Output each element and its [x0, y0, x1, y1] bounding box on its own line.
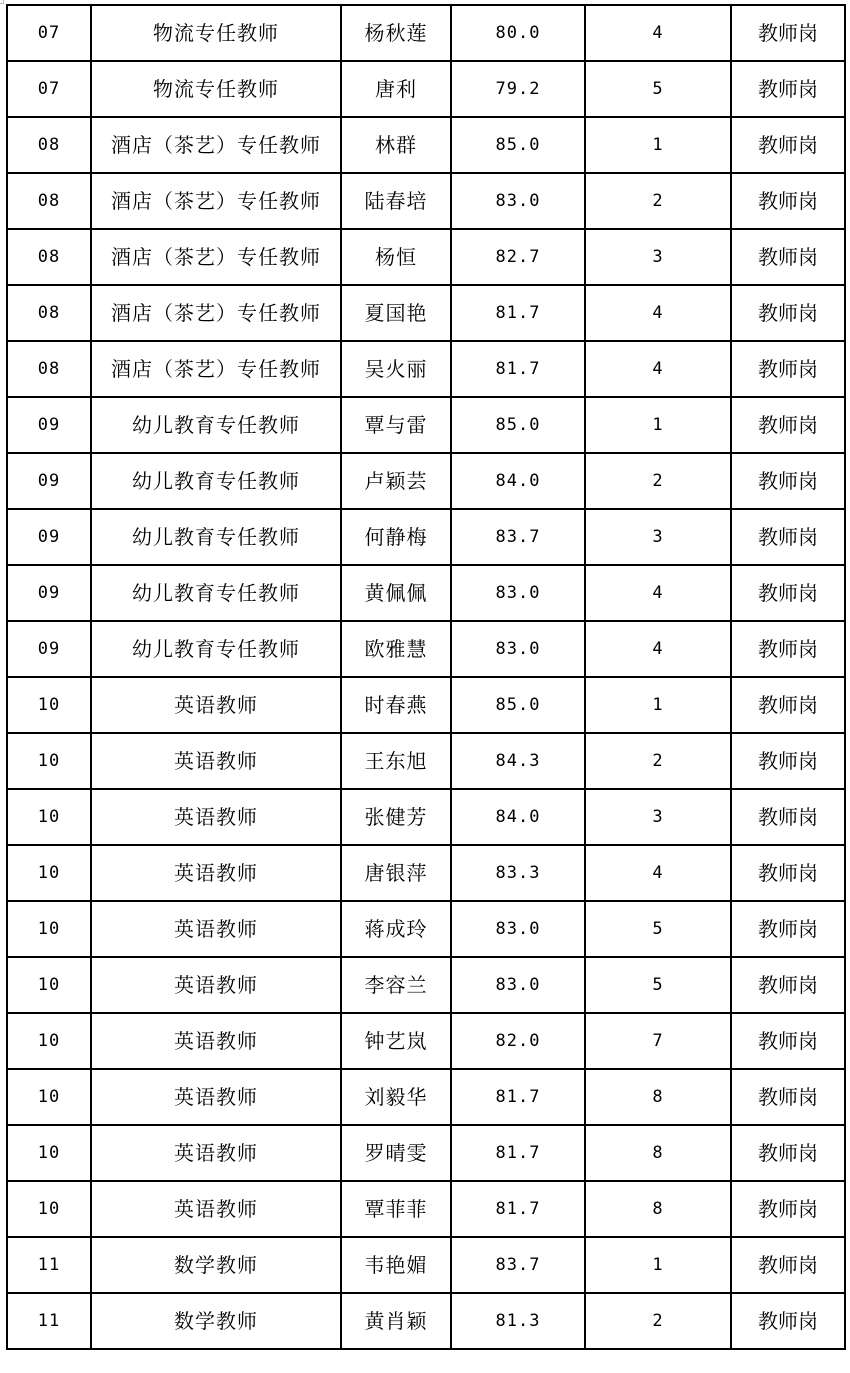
- table-row: [7, 1181, 845, 1237]
- page-corner-mark: [0, 0, 4, 4]
- cell-position-code: 10: [7, 901, 91, 957]
- cell-position-code: 09: [7, 397, 91, 453]
- cell-candidate-name: 杨秋莲: [341, 5, 451, 61]
- cell-candidate-name: 钟艺岚: [341, 1013, 451, 1069]
- table-row: [7, 957, 845, 1013]
- cell-candidate-name: 唐利: [341, 61, 451, 117]
- cell-rank: 5: [585, 901, 731, 957]
- cell-position-title: 英语教师: [91, 901, 341, 957]
- table-row: [7, 1293, 845, 1349]
- cell-candidate-name: 罗晴雯: [341, 1125, 451, 1181]
- cell-position-title: 英语教师: [91, 677, 341, 733]
- cell-score: 83.0: [451, 901, 585, 957]
- cell-rank: 1: [585, 1237, 731, 1293]
- cell-position-code: 10: [7, 733, 91, 789]
- cell-score: 82.0: [451, 1013, 585, 1069]
- cell-rank: 2: [585, 453, 731, 509]
- cell-position-code: 10: [7, 677, 91, 733]
- cell-post-type: 教师岗: [731, 789, 845, 845]
- table-row: [7, 117, 845, 173]
- cell-rank: 1: [585, 397, 731, 453]
- cell-position-title: 幼儿教育专任教师: [91, 453, 341, 509]
- cell-position-code: 10: [7, 1181, 91, 1237]
- cell-score: 83.0: [451, 565, 585, 621]
- table-row: [7, 789, 845, 845]
- cell-position-title: 英语教师: [91, 845, 341, 901]
- cell-candidate-name: 蒋成玲: [341, 901, 451, 957]
- cell-position-code: 08: [7, 341, 91, 397]
- table-row: [7, 733, 845, 789]
- table-row: [7, 621, 845, 677]
- cell-candidate-name: 覃菲菲: [341, 1181, 451, 1237]
- cell-position-code: 10: [7, 957, 91, 1013]
- table-row: [7, 173, 845, 229]
- cell-candidate-name: 韦艳媚: [341, 1237, 451, 1293]
- cell-post-type: 教师岗: [731, 1237, 845, 1293]
- cell-score: 82.7: [451, 229, 585, 285]
- cell-position-code: 08: [7, 117, 91, 173]
- cell-position-title: 英语教师: [91, 957, 341, 1013]
- cell-rank: 1: [585, 117, 731, 173]
- cell-candidate-name: 欧雅慧: [341, 621, 451, 677]
- cell-rank: 5: [585, 957, 731, 1013]
- cell-post-type: 教师岗: [731, 229, 845, 285]
- cell-rank: 5: [585, 61, 731, 117]
- cell-post-type: 教师岗: [731, 453, 845, 509]
- cell-candidate-name: 吴火丽: [341, 341, 451, 397]
- cell-candidate-name: 张健芳: [341, 789, 451, 845]
- cell-rank: 3: [585, 789, 731, 845]
- cell-rank: 1: [585, 677, 731, 733]
- cell-position-code: 10: [7, 789, 91, 845]
- cell-candidate-name: 黄肖颖: [341, 1293, 451, 1349]
- cell-candidate-name: 覃与雷: [341, 397, 451, 453]
- cell-position-code: 10: [7, 1013, 91, 1069]
- cell-position-code: 09: [7, 509, 91, 565]
- table-row: [7, 453, 845, 509]
- cell-score: 80.0: [451, 5, 585, 61]
- cell-post-type: 教师岗: [731, 565, 845, 621]
- table-row: [7, 845, 845, 901]
- results-table: [6, 4, 846, 1350]
- cell-position-title: 数学教师: [91, 1237, 341, 1293]
- cell-position-title: 酒店（茶艺）专任教师: [91, 173, 341, 229]
- cell-rank: 4: [585, 5, 731, 61]
- cell-position-code: 07: [7, 61, 91, 117]
- table-row: [7, 1069, 845, 1125]
- cell-position-code: 08: [7, 173, 91, 229]
- cell-rank: 8: [585, 1181, 731, 1237]
- cell-score: 85.0: [451, 397, 585, 453]
- cell-post-type: 教师岗: [731, 845, 845, 901]
- cell-candidate-name: 唐银萍: [341, 845, 451, 901]
- cell-score: 83.7: [451, 509, 585, 565]
- cell-candidate-name: 夏国艳: [341, 285, 451, 341]
- cell-candidate-name: 卢颖芸: [341, 453, 451, 509]
- cell-candidate-name: 何静梅: [341, 509, 451, 565]
- cell-post-type: 教师岗: [731, 1125, 845, 1181]
- cell-candidate-name: 黄佩佩: [341, 565, 451, 621]
- cell-rank: 7: [585, 1013, 731, 1069]
- table-row: [7, 677, 845, 733]
- cell-post-type: 教师岗: [731, 901, 845, 957]
- cell-position-title: 物流专任教师: [91, 61, 341, 117]
- cell-score: 81.7: [451, 341, 585, 397]
- cell-score: 83.3: [451, 845, 585, 901]
- cell-position-code: 09: [7, 621, 91, 677]
- cell-score: 81.3: [451, 1293, 585, 1349]
- cell-post-type: 教师岗: [731, 1069, 845, 1125]
- cell-rank: 3: [585, 509, 731, 565]
- cell-rank: 4: [585, 285, 731, 341]
- cell-position-title: 英语教师: [91, 789, 341, 845]
- cell-score: 81.7: [451, 1181, 585, 1237]
- cell-rank: 8: [585, 1125, 731, 1181]
- cell-post-type: 教师岗: [731, 397, 845, 453]
- table-row: [7, 1013, 845, 1069]
- cell-position-title: 酒店（茶艺）专任教师: [91, 229, 341, 285]
- cell-post-type: 教师岗: [731, 117, 845, 173]
- cell-post-type: 教师岗: [731, 1293, 845, 1349]
- results-table-body: [7, 5, 845, 1349]
- table-row: [7, 285, 845, 341]
- cell-position-code: 10: [7, 1125, 91, 1181]
- cell-score: 83.0: [451, 621, 585, 677]
- cell-position-code: 11: [7, 1293, 91, 1349]
- cell-position-title: 幼儿教育专任教师: [91, 621, 341, 677]
- cell-score: 79.2: [451, 61, 585, 117]
- cell-position-code: 08: [7, 229, 91, 285]
- cell-candidate-name: 林群: [341, 117, 451, 173]
- cell-position-title: 酒店（茶艺）专任教师: [91, 285, 341, 341]
- cell-rank: 2: [585, 733, 731, 789]
- cell-rank: 2: [585, 1293, 731, 1349]
- cell-rank: 4: [585, 565, 731, 621]
- cell-rank: 8: [585, 1069, 731, 1125]
- cell-position-code: 09: [7, 453, 91, 509]
- cell-position-title: 幼儿教育专任教师: [91, 565, 341, 621]
- cell-candidate-name: 杨恒: [341, 229, 451, 285]
- cell-rank: 4: [585, 341, 731, 397]
- table-row: [7, 397, 845, 453]
- cell-candidate-name: 李容兰: [341, 957, 451, 1013]
- cell-post-type: 教师岗: [731, 5, 845, 61]
- cell-score: 84.0: [451, 789, 585, 845]
- cell-score: 83.7: [451, 1237, 585, 1293]
- cell-position-code: 07: [7, 5, 91, 61]
- cell-position-title: 英语教师: [91, 733, 341, 789]
- cell-score: 81.7: [451, 1069, 585, 1125]
- cell-position-title: 数学教师: [91, 1293, 341, 1349]
- table-row: [7, 229, 845, 285]
- cell-score: 83.0: [451, 173, 585, 229]
- table-row: [7, 565, 845, 621]
- cell-rank: 4: [585, 621, 731, 677]
- cell-post-type: 教师岗: [731, 173, 845, 229]
- cell-position-code: 11: [7, 1237, 91, 1293]
- cell-position-code: 09: [7, 565, 91, 621]
- cell-position-title: 英语教师: [91, 1181, 341, 1237]
- cell-position-code: 08: [7, 285, 91, 341]
- table-row: [7, 901, 845, 957]
- cell-score: 81.7: [451, 285, 585, 341]
- cell-candidate-name: 刘毅华: [341, 1069, 451, 1125]
- cell-post-type: 教师岗: [731, 1013, 845, 1069]
- table-row: [7, 61, 845, 117]
- cell-post-type: 教师岗: [731, 1181, 845, 1237]
- cell-post-type: 教师岗: [731, 61, 845, 117]
- cell-post-type: 教师岗: [731, 677, 845, 733]
- cell-position-code: 10: [7, 845, 91, 901]
- cell-score: 85.0: [451, 117, 585, 173]
- cell-position-title: 幼儿教育专任教师: [91, 397, 341, 453]
- cell-candidate-name: 时春燕: [341, 677, 451, 733]
- cell-position-title: 酒店（茶艺）专任教师: [91, 341, 341, 397]
- cell-position-title: 幼儿教育专任教师: [91, 509, 341, 565]
- cell-post-type: 教师岗: [731, 957, 845, 1013]
- table-row: [7, 509, 845, 565]
- table-row: [7, 1237, 845, 1293]
- cell-post-type: 教师岗: [731, 621, 845, 677]
- cell-rank: 3: [585, 229, 731, 285]
- cell-score: 84.3: [451, 733, 585, 789]
- cell-position-title: 物流专任教师: [91, 5, 341, 61]
- cell-post-type: 教师岗: [731, 285, 845, 341]
- cell-post-type: 教师岗: [731, 733, 845, 789]
- table-row: [7, 5, 845, 61]
- cell-score: 81.7: [451, 1125, 585, 1181]
- table-row: [7, 341, 845, 397]
- cell-position-code: 10: [7, 1069, 91, 1125]
- cell-score: 83.0: [451, 957, 585, 1013]
- cell-rank: 4: [585, 845, 731, 901]
- cell-score: 84.0: [451, 453, 585, 509]
- cell-candidate-name: 陆春培: [341, 173, 451, 229]
- cell-position-title: 英语教师: [91, 1125, 341, 1181]
- cell-rank: 2: [585, 173, 731, 229]
- cell-position-title: 英语教师: [91, 1013, 341, 1069]
- table-row: [7, 1125, 845, 1181]
- cell-position-title: 英语教师: [91, 1069, 341, 1125]
- cell-position-title: 酒店（茶艺）专任教师: [91, 117, 341, 173]
- cell-score: 85.0: [451, 677, 585, 733]
- cell-candidate-name: 王东旭: [341, 733, 451, 789]
- cell-post-type: 教师岗: [731, 341, 845, 397]
- cell-post-type: 教师岗: [731, 509, 845, 565]
